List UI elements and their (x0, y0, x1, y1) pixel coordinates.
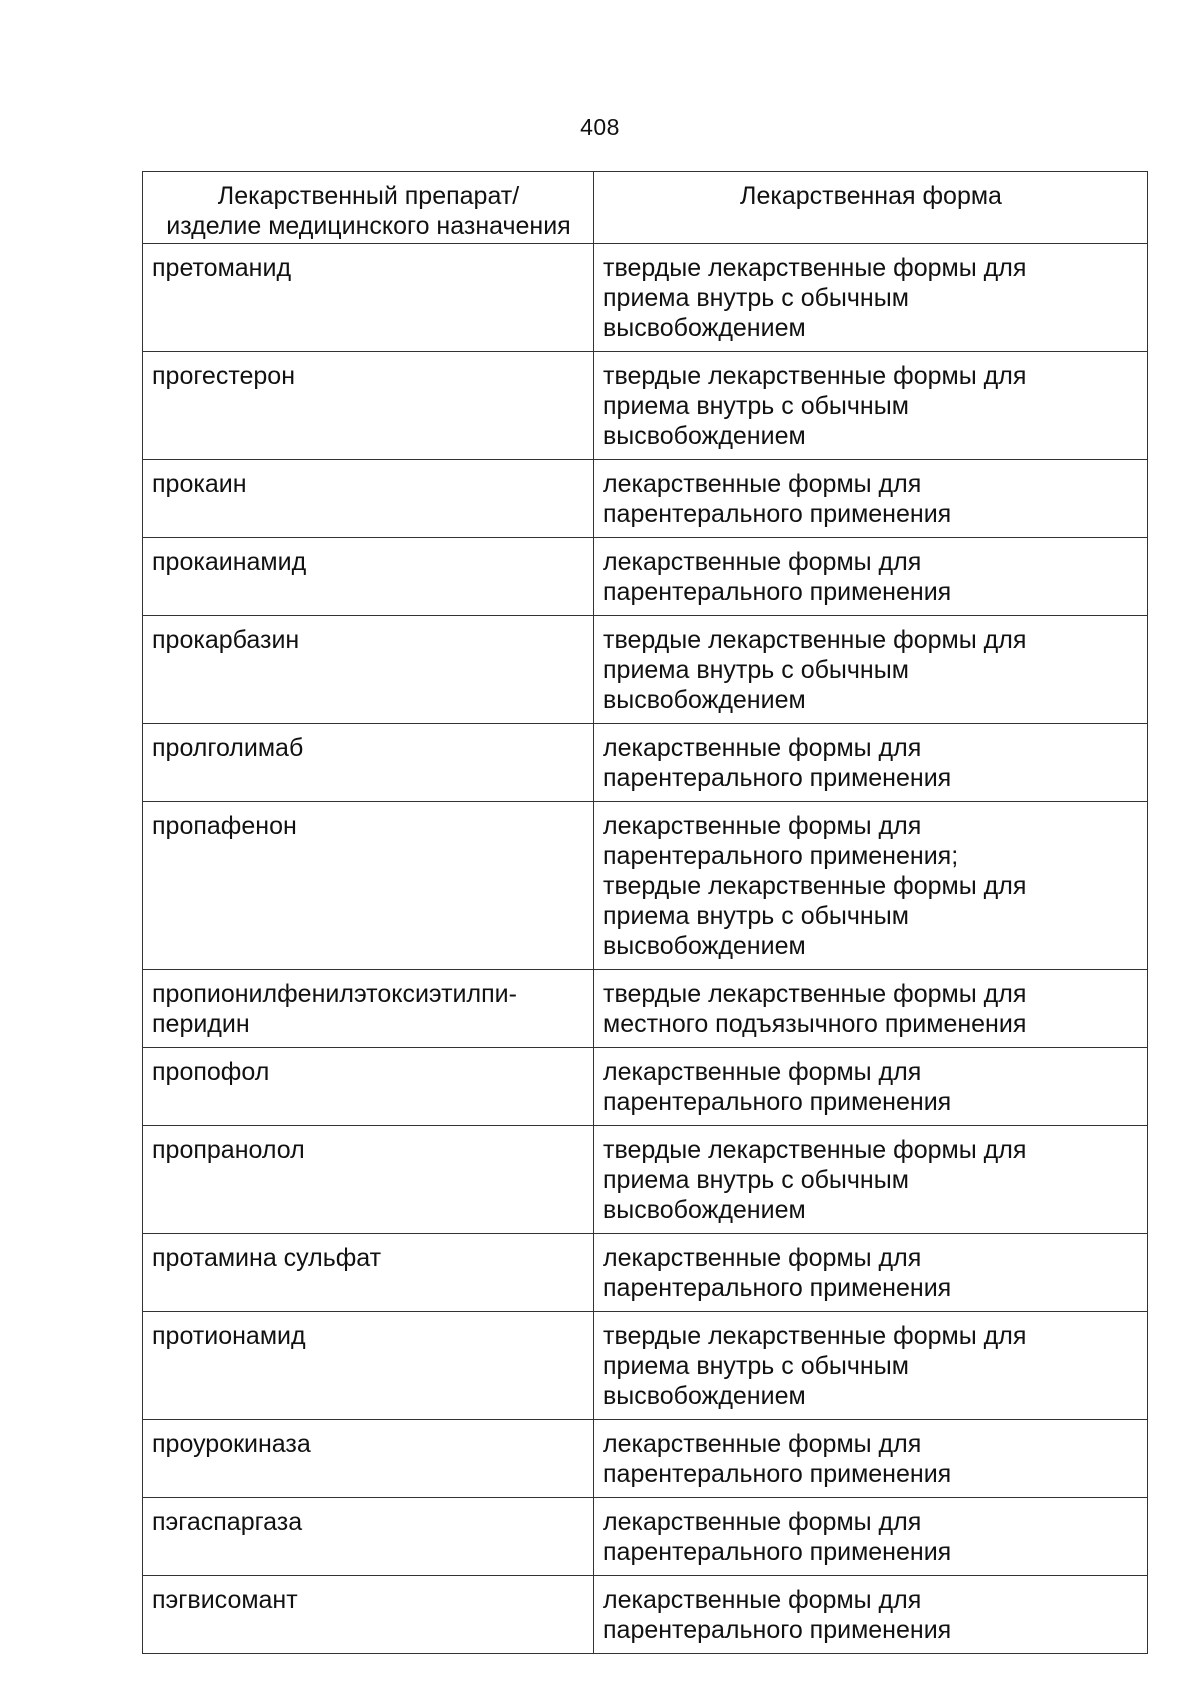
table-row (143, 1498, 1148, 1576)
dosage-form-cell: твердые лекарственные формы для приема внутрь с обычным высвобождением (594, 352, 1148, 460)
table-row (143, 1420, 1148, 1498)
table-row (143, 802, 1148, 970)
dosage-form-cell: твердые лекарственные формы для приема внутрь с обычным высвобождением (594, 244, 1148, 352)
table-row (143, 1126, 1148, 1234)
drug-name-cell: претоманид (143, 244, 594, 352)
dosage-form-cell: лекарственные формы для парентерального применения (594, 538, 1148, 616)
drug-name-cell: прокаин (143, 460, 594, 538)
dosage-form-cell: лекарственные формы для парентерального применения; твердые лекарственные формы для приема внутрь с обычным высвобождением (594, 802, 1148, 970)
table-row (143, 352, 1148, 460)
drug-name-cell: пэгвисомант (143, 1576, 594, 1654)
dosage-form-cell: лекарственные формы для парентерального применения (594, 1048, 1148, 1126)
table-row (143, 1312, 1148, 1420)
table-row (143, 724, 1148, 802)
table-row (143, 970, 1148, 1048)
table-row (143, 460, 1148, 538)
drug-table (142, 171, 1148, 1654)
drug-name-cell: пэгаспаргаза (143, 1498, 594, 1576)
table-row (143, 1048, 1148, 1126)
page-number: 408 (580, 114, 620, 140)
dosage-form-cell: лекарственные формы для парентерального применения (594, 1234, 1148, 1312)
dosage-form-cell: твердые лекарственные формы для местного подъязычного применения (594, 970, 1148, 1048)
dosage-form-cell: твердые лекарственные формы для приема внутрь с обычным высвобождением (594, 1126, 1148, 1234)
drug-name-cell: пролголимаб (143, 724, 594, 802)
drug-name-cell: пропафенон (143, 802, 594, 970)
table-row (143, 244, 1148, 352)
drug-name-cell: пропранолол (143, 1126, 594, 1234)
dosage-form-cell: твердые лекарственные формы для приема внутрь с обычным высвобождением (594, 616, 1148, 724)
drug-name-cell: протионамид (143, 1312, 594, 1420)
dosage-form-cell: лекарственные формы для парентерального применения (594, 460, 1148, 538)
table-row (143, 1576, 1148, 1654)
table-row (143, 538, 1148, 616)
dosage-form-cell: лекарственные формы для парентерального применения (594, 724, 1148, 802)
drug-name-cell: прогестерон (143, 352, 594, 460)
column-header-drug: Лекарственный препарат/ изделие медицинского назначения (143, 172, 594, 244)
drug-name-cell: протамина сульфат (143, 1234, 594, 1312)
table-row (143, 1234, 1148, 1312)
table-row (143, 616, 1148, 724)
dosage-form-cell: твердые лекарственные формы для приема внутрь с обычным высвобождением (594, 1312, 1148, 1420)
dosage-form-cell: лекарственные формы для парентерального применения (594, 1576, 1148, 1654)
drug-name-cell: пропофол (143, 1048, 594, 1126)
drug-name-cell: прокарбазин (143, 616, 594, 724)
table-header-row (143, 172, 1148, 244)
drug-name-cell: пропионилфенилэтоксиэтилпи- перидин (143, 970, 594, 1048)
drug-name-cell: проурокиназа (143, 1420, 594, 1498)
dosage-form-cell: лекарственные формы для парентерального применения (594, 1420, 1148, 1498)
dosage-form-cell: лекарственные формы для парентерального применения (594, 1498, 1148, 1576)
column-header-form: Лекарственная форма (594, 172, 1148, 244)
drug-name-cell: прокаинамид (143, 538, 594, 616)
